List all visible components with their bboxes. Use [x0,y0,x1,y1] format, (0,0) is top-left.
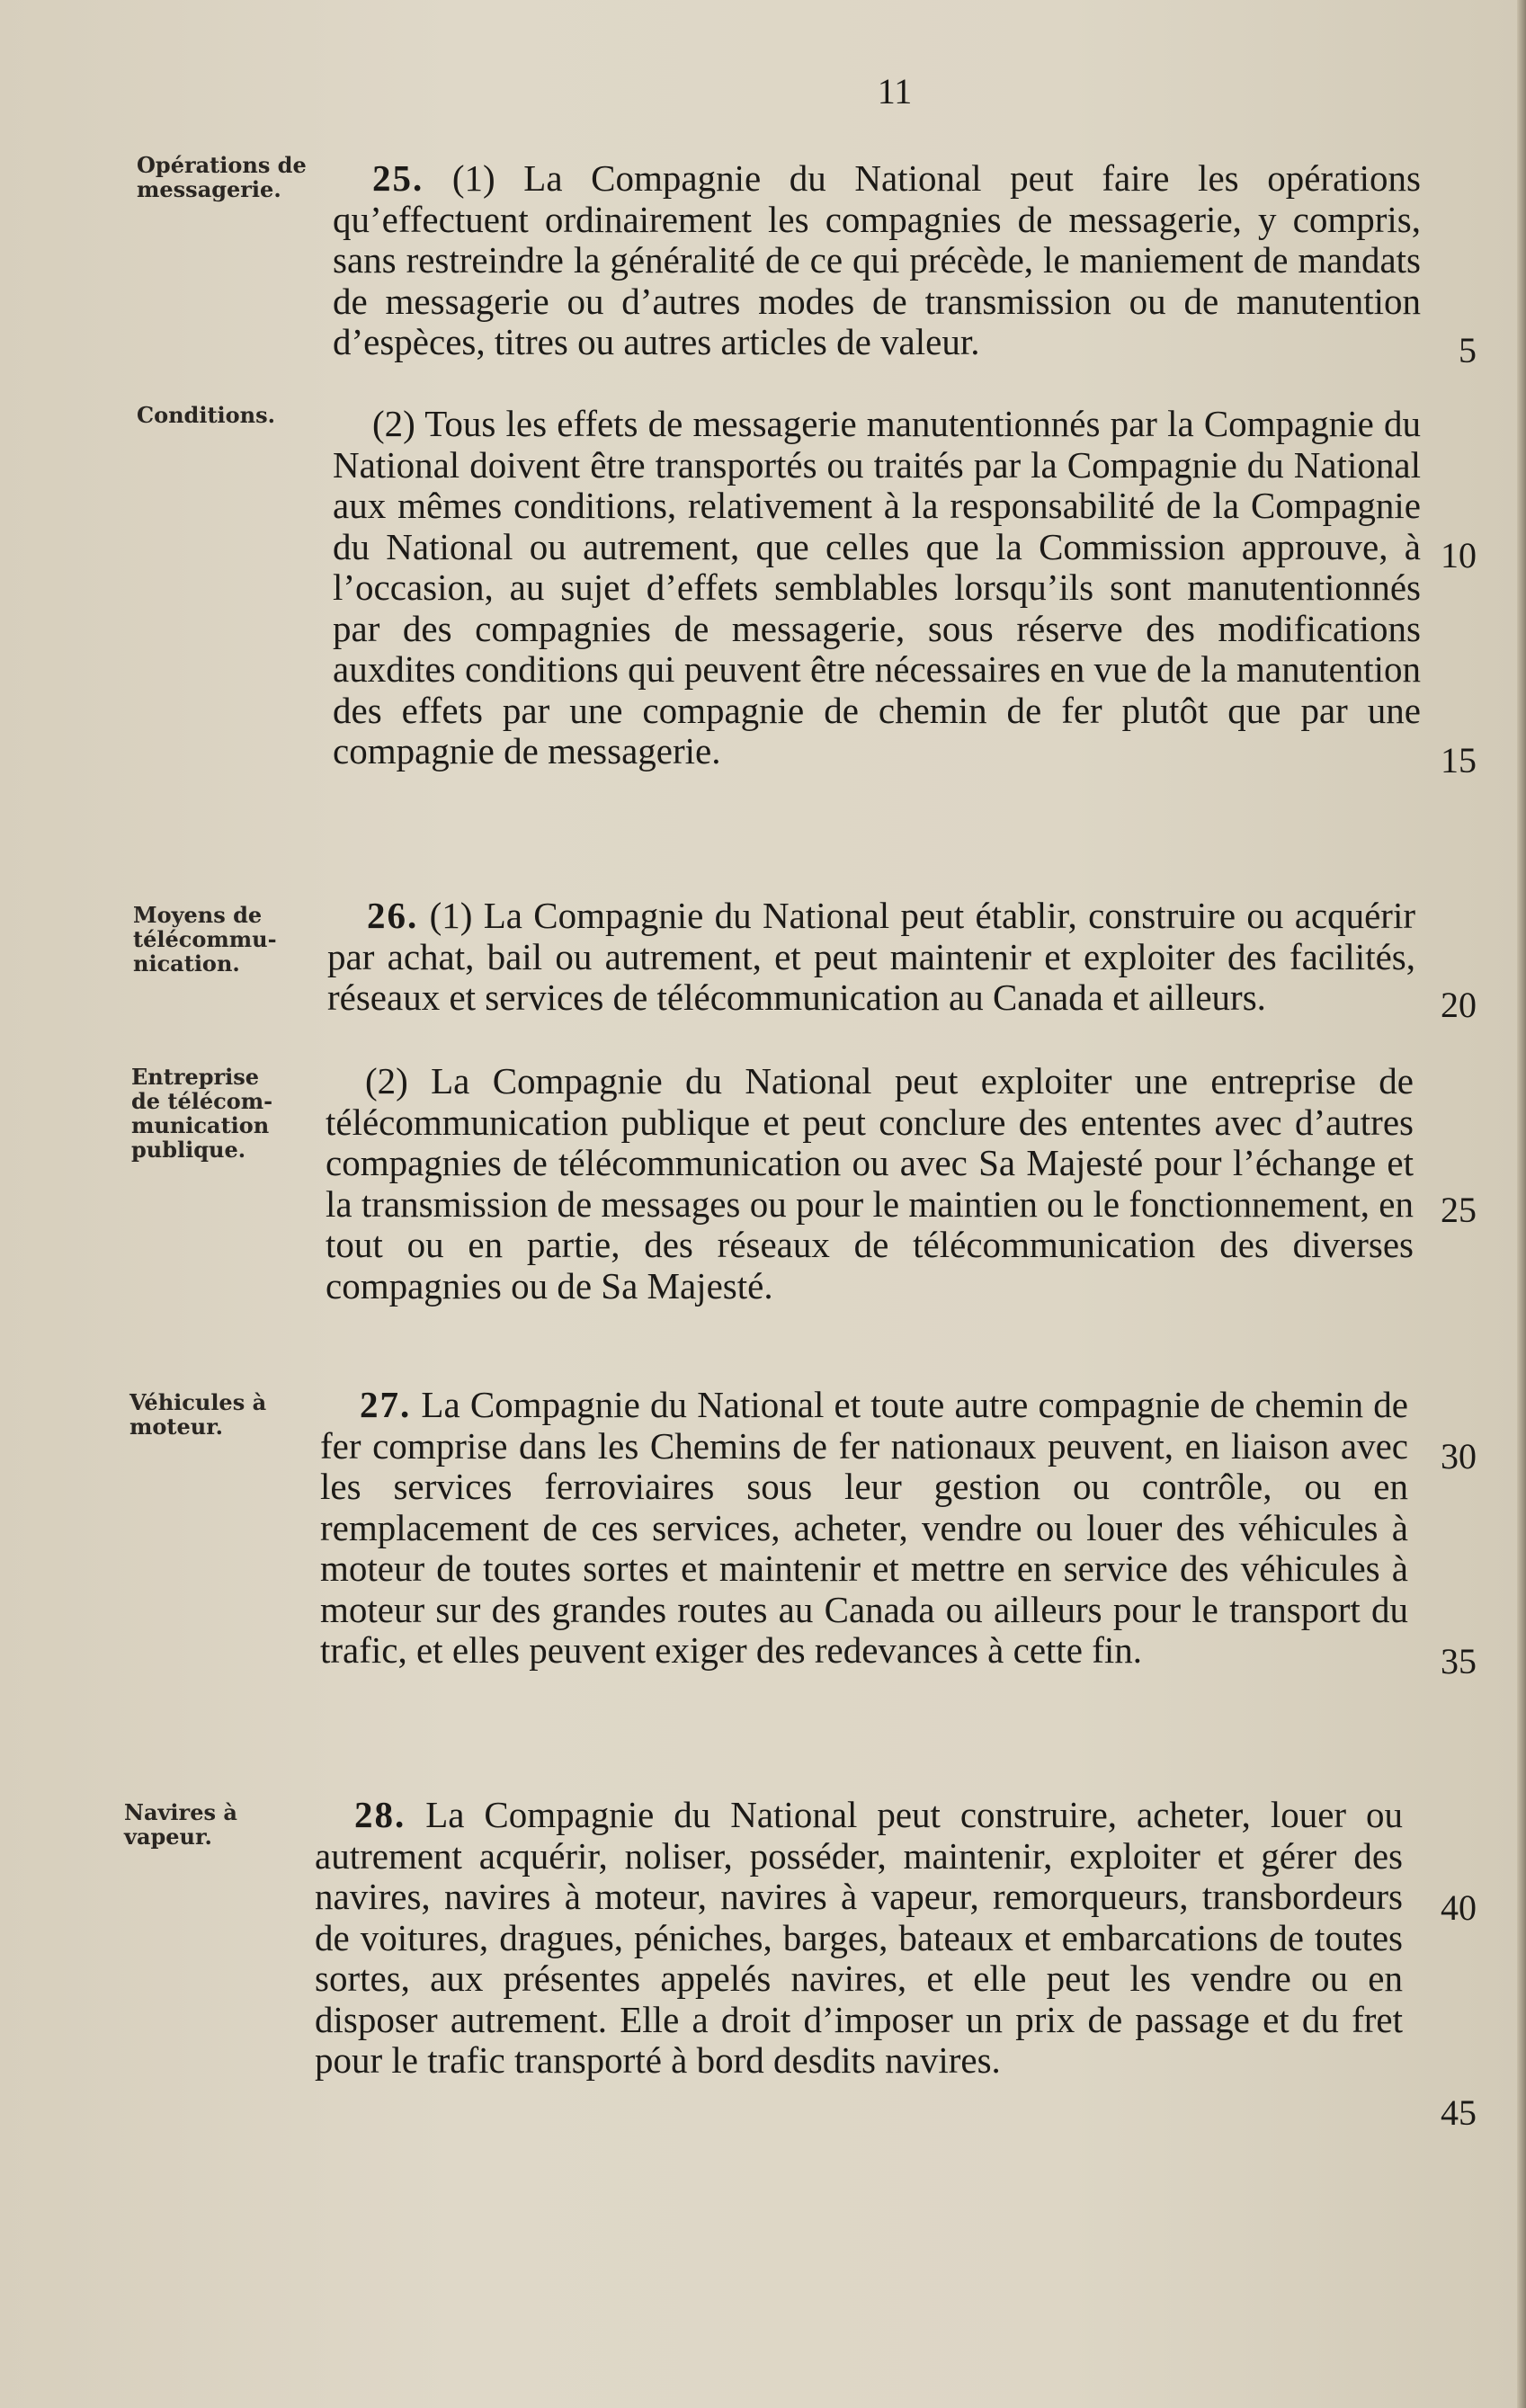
line-number: 25 [1441,1190,1477,1230]
line-number: 15 [1441,740,1477,780]
line-number: 45 [1441,2092,1477,2133]
line-number: 5 [1459,330,1477,370]
line-number: 40 [1441,1887,1477,1928]
line-number: 10 [1441,535,1477,575]
margin-note-vehicules: Véhicules à moteur. [129,1389,267,1440]
line-number: 20 [1441,985,1477,1025]
line-number: 30 [1441,1436,1477,1476]
section-text: La Compagnie du National peut construire, acheter, louer ou autrement acquérir, noliser, posséder, maintenir, exploiter et gérer des navires, navires à moteur, navires à vapeur, remorqueurs, transbordeurs de voitures, dragues, péniches, barges, bateaux et embarcations de toutes sortes, aux présentes appelés navires, et elle peut les vendre ou en disposer autrement. Elle a droit d’imposer un prix de passage et du fret pour le trafic transporté à bord desdits navires. [315,1794,1403,2081]
section-number: 28. [354,1794,406,1835]
section-text: (1) La Compagnie du National peut faire les opérations qu’effectuent ordinairement les compagnies de messagerie, y compris, sans restreindre la généralité de ce qui précède, le maniement de mandats de messagerie ou d’autres modes de transmission ou de manutention d’espèces, titres ou autres articles de valeur. [333,157,1421,362]
page-edge [1517,0,1526,2408]
section-number: 27. [360,1384,412,1425]
section-number: 25. [372,157,424,199]
section-text: (2) La Compagnie du National peut exploiter une entreprise de télécommunication publique et peut conclure des ententes avec d’autres compagnies de télécommunication ou avec Sa Majesté pour l’échange et la transmission de messages ou pour le maintien ou le fonctionnement, en tout ou en partie, des réseaux de télécommunication des diverses compagnies ou de Sa Majesté. [326,1060,1414,1307]
section-text: (1) La Compagnie du National peut établir, construire ou acquérir par achat, bail ou autrement, et peut maintenir et exploiter des facilités, réseaux et services de télécommunication au Canada et ailleurs. [327,895,1416,1018]
section-28 [315,1795,1403,2082]
section-text: (2) Tous les effets de messagerie manutentionnés par la Compagnie du National doivent être transportés ou traités par la Compagnie du National aux mêmes conditions, relativement à la responsabilité de la Compagnie du National ou autrement, que celles que la Commission approuve, à l’occasion, au sujet d’effets semblables lorsqu’ils sont manutentionnés par des compagnies de messagerie, sous réserve des modifications auxdites conditions qui peuvent être nécessaires en vue de la manutention des effets par une compagnie de chemin de fer plutôt que par une compagnie de messagerie. [333,403,1421,771]
section-25-2 [333,404,1421,772]
section-26-2 [326,1061,1414,1307]
section-number: 26. [367,895,419,936]
margin-note-navires: Navires à vapeur. [124,1799,237,1850]
section-text: La Compagnie du National et toute autre compagnie de chemin de fer comprise dans les Chemins de fer nationaux peuvent, en liaison avec les services ferroviaires sous leur gestion ou contrôle, ou en remplacement de ces services, acheter, vendre ou louer des véhicules à moteur de toutes sortes et maintenir et mettre en service des véhicules à moteur sur des grandes routes au Canada ou ailleurs pour le transport du trafic, et elles peuvent exiger des redevances à cette fin. [320,1384,1408,1671]
line-number: 35 [1441,1641,1477,1681]
page-number: 11 [877,71,913,111]
margin-note-telecommunication: Moyens de télécommu-nication. [133,902,277,977]
margin-note-entreprise: Entreprise de télécom-munication publique. [131,1064,273,1163]
section-25-1 [333,158,1421,363]
margin-note-messagerie: Opérations de messagerie. [137,152,307,202]
section-26-1 [327,896,1415,1019]
section-27 [320,1385,1408,1672]
margin-note-conditions: Conditions. [137,402,275,428]
